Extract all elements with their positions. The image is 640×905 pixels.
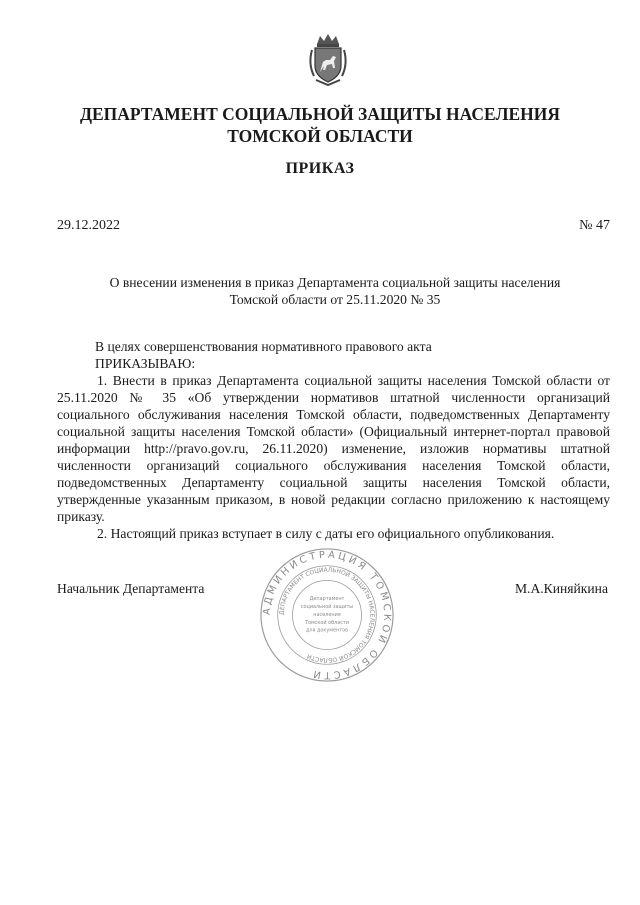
command-paragraph: ПРИКАЗЫВАЮ: xyxy=(95,356,196,371)
department-line-1: ДЕПАРТАМЕНТ СОЦИАЛЬНОЙ ЗАЩИТЫ НАСЕЛЕНИЯ xyxy=(79,104,561,124)
stamp-center-line-1: Департамент xyxy=(309,596,345,603)
subject-line-1: О внесении изменения в приказ Департамента социальной защиты населения xyxy=(109,275,561,290)
order-number: № 47 xyxy=(579,218,610,233)
order-subject xyxy=(60,274,610,308)
subject-line-2: Томской области от 25.11.2020 № 35 xyxy=(229,292,441,307)
intro-paragraph: В целях совершенствования нормативного правового акта xyxy=(95,339,432,354)
stamp-center-line-3: населения xyxy=(313,611,341,618)
stamp-outer-text: АДМИНИСТРАЦИЯ ТОМСКОЙ ОБЛАСТИ xyxy=(261,549,393,681)
order-body xyxy=(57,338,610,542)
document-type: ПРИКАЗ xyxy=(285,160,355,177)
coat-of-arms-icon xyxy=(300,30,356,86)
department-line-2: ТОМСКОЙ ОБЛАСТИ xyxy=(227,126,413,146)
item-1-paragraph: 1. Внести в приказ Департамента социальной защиты населения Томской области от 25.11.2020 № 35 «Об утверждении нормативов штатной численности организаций социального обслуживания населения Томской области, подведомственных Департаменту социальной защиты населения Томской области» (Официальный интернет-портал правовой информации http://pravo.gov.ru, 26.11.2020) изменение, изложив нормативы штатной численности организаций социального обслуживания населения Томской области, подведомственных Департаменту социальной защиты населения Томской области, утвержденные указанным приказом, в новой редакции согласно приложению к настоящему приказу. xyxy=(57,373,610,524)
signatory-position: Начальник Департамента xyxy=(57,581,205,596)
official-stamp xyxy=(258,546,396,684)
stamp-center-line-2: социальной защиты xyxy=(300,604,354,611)
department-heading xyxy=(40,103,600,147)
signatory-name: М.А.Киняйкина xyxy=(514,581,608,596)
item-2-paragraph: 2. Настоящий приказ вступает в силу с даты его официального опубликования. xyxy=(97,526,555,541)
stamp-inner-text: ДЕПАРТАМЕНТ СОЦИАЛЬНОЙ ЗАЩИТЫ НАСЕЛЕНИЯ ТОМСКОЙ ОБЛАСТИ xyxy=(279,567,375,663)
order-date: 29.12.2022 xyxy=(57,218,120,233)
stamp-center-line-4: Томской области xyxy=(304,619,350,626)
stamp-center-line-5: для документов xyxy=(306,627,348,634)
